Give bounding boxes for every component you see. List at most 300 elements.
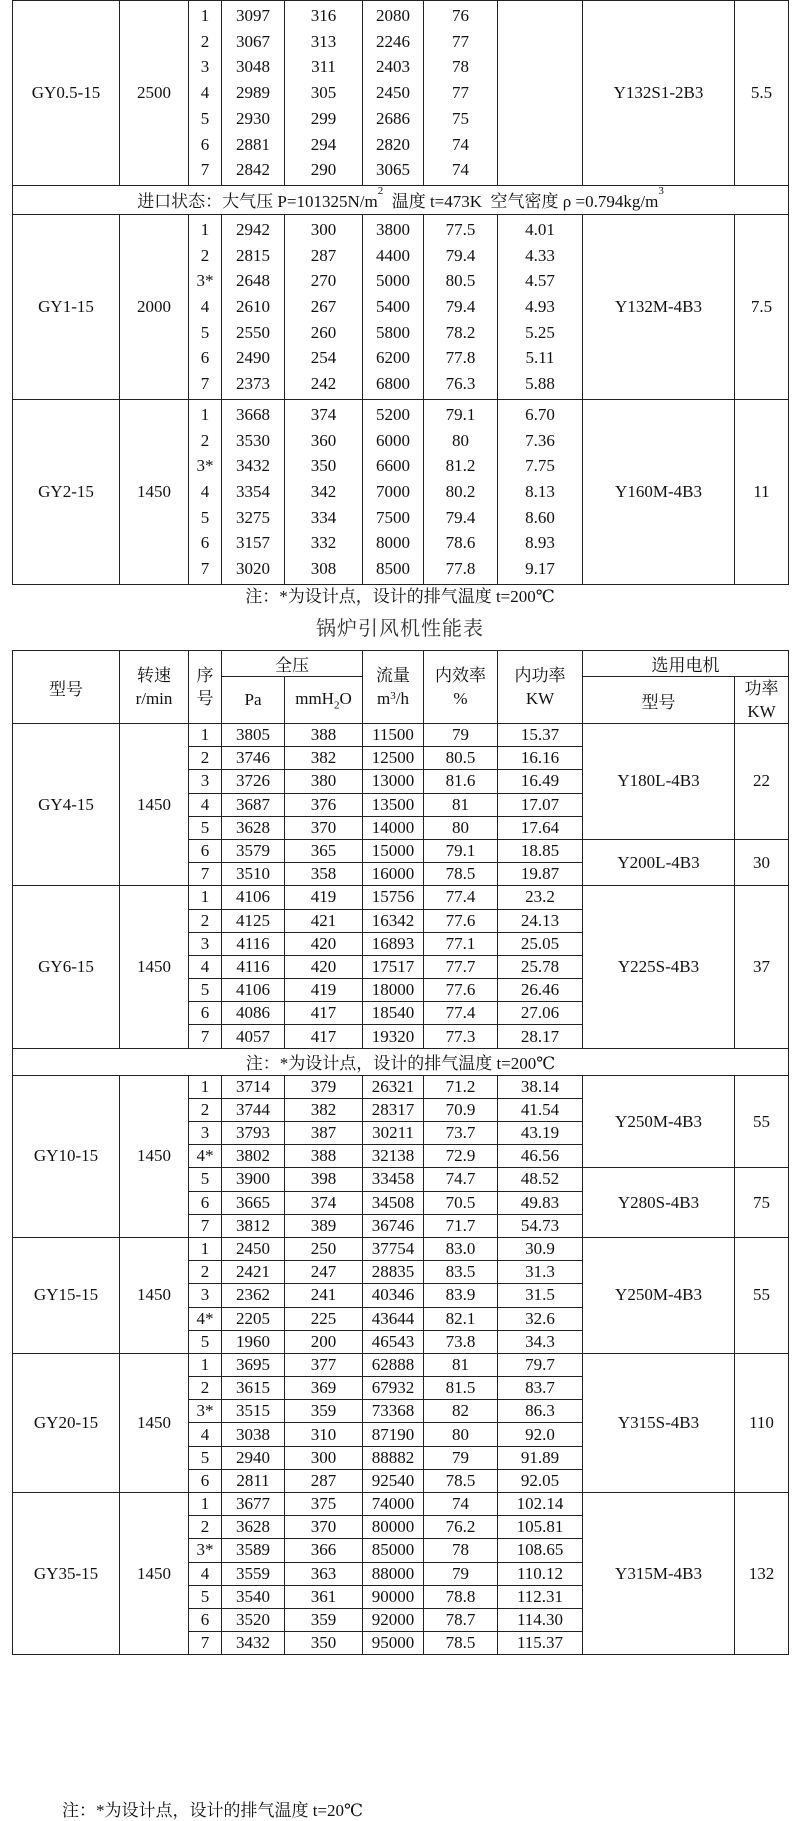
flow-value: 62888 (363, 1353, 424, 1376)
power-value: 91.89 (498, 1446, 583, 1469)
seq-value: 1 (189, 1075, 222, 1098)
pa-value: 3020 (236, 559, 270, 579)
mmh2o-value: 294 (310, 134, 337, 154)
seq-value: 3* (196, 456, 214, 476)
mmh2o-value: 287 (310, 245, 337, 265)
seq-value: 4 (200, 83, 210, 103)
top-table-body (13, 1, 789, 585)
fan-speed: 2000 (120, 214, 189, 399)
seq-value: 1 (189, 1353, 222, 1376)
power-value: 102.14 (498, 1493, 583, 1516)
fan-speed: 1450 (120, 1075, 189, 1237)
flow-value: 88882 (363, 1446, 424, 1469)
flow-value: 28835 (363, 1261, 424, 1284)
flow-value: 87190 (363, 1423, 424, 1446)
motor-kw: 75 (735, 1168, 789, 1238)
boiler-induced-fan-table (12, 650, 789, 1655)
table-row (13, 724, 789, 747)
power-value: 25.05 (498, 932, 583, 955)
pa-value: 3530 (236, 430, 270, 450)
flow-value: 73368 (363, 1400, 424, 1423)
pa-value: 3744 (222, 1098, 285, 1121)
pa-value: 2930 (236, 108, 270, 128)
flow-value: 33458 (363, 1168, 424, 1191)
mmh2o-value: 254 (310, 348, 337, 368)
power-value: 30.9 (498, 1237, 583, 1260)
seq-value: 6 (189, 1002, 222, 1025)
motor-model: Y250M-4B3 (583, 1075, 735, 1168)
eff-header-line1: 内效率 (435, 666, 486, 685)
motor-kw-line2: KW (747, 702, 776, 721)
mmh2o-value: 242 (310, 374, 337, 394)
eff-value: 81 (424, 1353, 498, 1376)
pa-value: 2373 (236, 374, 270, 394)
seq-value: 5 (189, 1585, 222, 1608)
speed-header-line2: r/min (135, 689, 173, 708)
power-value: 4.93 (525, 297, 555, 317)
eff-value: 74 (452, 134, 469, 154)
flow-value: 2246 (376, 31, 410, 51)
mmh2o-value: 363 (285, 1562, 363, 1585)
seq-value: 6 (200, 134, 210, 154)
flow-header-line2 (363, 687, 423, 710)
mmh2o-value: 241 (285, 1284, 363, 1307)
motor-kw: 37 (735, 886, 789, 1048)
power-value: 92.0 (498, 1423, 583, 1446)
fan-model: GY0.5-15 (13, 1, 120, 186)
flow-value: 17517 (363, 955, 424, 978)
motor-kw: 11 (735, 399, 789, 584)
pa-value: 3589 (222, 1539, 285, 1562)
eff-value: 79 (424, 1446, 498, 1469)
mmh2o-value: 267 (310, 297, 337, 317)
pa-value: 3665 (222, 1191, 285, 1214)
pa-value: 3275 (236, 507, 270, 527)
power-value: 32.6 (498, 1307, 583, 1330)
eff-value: 83.5 (424, 1261, 498, 1284)
power-value: 34.3 (498, 1330, 583, 1353)
mid-design-point-note: 注：*为设计点，设计的排气温度 t=200℃ (13, 1048, 789, 1075)
mmh2o-value: 380 (285, 770, 363, 793)
seq-value: 4 (189, 1423, 222, 1446)
seq-value: 1 (200, 404, 210, 424)
flow-value: 2820 (376, 134, 410, 154)
flow-value: 36746 (363, 1214, 424, 1237)
fan-speed: 1450 (120, 1493, 189, 1655)
eff-value: 76.3 (445, 374, 476, 394)
seq-value: 7 (189, 1025, 222, 1048)
flow-value: 95000 (363, 1632, 424, 1655)
flow-value: 5800 (376, 322, 410, 342)
seq-value: 1 (189, 1493, 222, 1516)
mmh2o-value: 313 (310, 31, 337, 51)
flow-value: 7000 (376, 481, 410, 501)
pa-value: 2989 (236, 83, 270, 103)
mmh2o-value: 359 (285, 1608, 363, 1631)
power-value: 43.19 (498, 1122, 583, 1145)
eff-value: 81.5 (424, 1377, 498, 1400)
mmh2o-value: 270 (310, 271, 337, 291)
power-value (498, 80, 582, 106)
power-list (498, 399, 583, 584)
flow-value: 14000 (363, 816, 424, 839)
table-row (13, 1493, 789, 1516)
motor-model: Y132M-4B3 (583, 214, 735, 399)
flow-value: 2686 (376, 108, 410, 128)
seq-list (189, 214, 222, 399)
power-value: 49.83 (498, 1191, 583, 1214)
motor-kw: 55 (735, 1237, 789, 1353)
mmh2o-value: 417 (285, 1002, 363, 1025)
power-value: 27.06 (498, 1002, 583, 1025)
pa-value: 2490 (236, 348, 270, 368)
pa-value: 3746 (222, 747, 285, 770)
mmh2o-value: 200 (285, 1330, 363, 1353)
eff-value: 80.5 (445, 271, 476, 291)
motor-model: Y180L-4B3 (583, 724, 735, 840)
efficiency-list (424, 1, 498, 186)
col-seq-header (189, 651, 222, 724)
seq-value: 3 (189, 932, 222, 955)
fan-model: GY15-15 (13, 1237, 120, 1353)
pa-value: 3628 (222, 816, 285, 839)
power-value: 18.85 (498, 839, 583, 862)
motor-kw: 7.5 (735, 214, 789, 399)
flow-value: 28317 (363, 1098, 424, 1121)
eff-value: 77.8 (445, 348, 476, 368)
fan-model: GY1-15 (13, 214, 120, 399)
power-value: 31.3 (498, 1261, 583, 1284)
eff-value: 75 (452, 108, 469, 128)
mmh2o-sub: 2 (333, 699, 340, 712)
eff-value: 78.5 (424, 863, 498, 886)
pa-value: 4106 (222, 886, 285, 909)
eff-value: 71.2 (424, 1075, 498, 1098)
pa-value: 3510 (222, 863, 285, 886)
pa-value: 2550 (236, 322, 270, 342)
pa-value: 4057 (222, 1025, 285, 1048)
flow-value: 15000 (363, 839, 424, 862)
eff-value: 72.9 (424, 1145, 498, 1168)
seq-value: 1 (189, 886, 222, 909)
pa-value: 2811 (222, 1469, 285, 1492)
power-value: 28.17 (498, 1025, 583, 1048)
eff-value: 79.4 (445, 245, 476, 265)
mmh2o-value: 382 (285, 1098, 363, 1121)
pa-value: 3695 (222, 1353, 285, 1376)
eff-value: 80 (424, 1423, 498, 1446)
seq-value: 2 (189, 1516, 222, 1539)
seq-value: 2 (189, 1098, 222, 1121)
power-header-line2: KW (525, 689, 555, 708)
fan-speed: 2500 (120, 1, 189, 186)
mmh2o-value: 299 (310, 108, 337, 128)
seq-value: 4 (189, 955, 222, 978)
eff-value: 80 (424, 816, 498, 839)
flow-value: 13000 (363, 770, 424, 793)
eff-value: 82 (424, 1400, 498, 1423)
flow-value: 15756 (363, 886, 424, 909)
flow-value: 85000 (363, 1539, 424, 1562)
eff-value: 78.7 (424, 1608, 498, 1631)
fan-model: GY20-15 (13, 1353, 120, 1492)
pa-value: 3687 (222, 793, 285, 816)
seq-value: 6 (200, 533, 210, 553)
pa-value: 3726 (222, 770, 285, 793)
power-value: 17.64 (498, 816, 583, 839)
flow-value: 11500 (363, 724, 424, 747)
motor-kw: 5.5 (735, 1, 789, 186)
col-power-header (498, 651, 583, 724)
mid-note-row (13, 1048, 789, 1075)
seq-value: 2 (200, 430, 210, 450)
seq-value: 5 (189, 816, 222, 839)
seq-value: 4 (200, 481, 210, 501)
flow-value: 18540 (363, 1002, 424, 1025)
seq-value: 7 (189, 1214, 222, 1237)
pa-value: 2362 (222, 1284, 285, 1307)
seq-value: 7 (200, 374, 210, 394)
pa-value: 3097 (236, 6, 270, 25)
power-value: 8.13 (525, 481, 555, 501)
pa-value: 3515 (222, 1400, 285, 1423)
power-value (498, 106, 582, 132)
col-flow-header (363, 651, 424, 724)
flow-value: 40346 (363, 1284, 424, 1307)
fan-speed: 1450 (120, 1237, 189, 1353)
flow-value: 12500 (363, 747, 424, 770)
seq-value: 2 (189, 1377, 222, 1400)
inlet-state-text: 进口状态：大气压 P=101325N/m (137, 192, 378, 212)
flow-unit-tail: /h (395, 689, 409, 708)
mmh2o-value: 350 (310, 456, 337, 476)
pa-value: 3157 (236, 533, 270, 553)
power-value: 25.78 (498, 955, 583, 978)
pa-value: 3432 (236, 456, 270, 476)
motor-model: Y315M-4B3 (583, 1493, 735, 1655)
eff-value: 79.1 (424, 839, 498, 862)
pressure-pa-list (222, 399, 285, 584)
power-value: 86.3 (498, 1400, 583, 1423)
mmh2o-value: 420 (285, 932, 363, 955)
seq-value: 4 (189, 1562, 222, 1585)
flow-list (363, 399, 424, 584)
pa-value: 2648 (236, 271, 270, 291)
seq-list (189, 1, 222, 186)
power-value: 5.25 (525, 322, 555, 342)
flow-value: 2403 (376, 57, 410, 77)
seq-value: 7 (189, 863, 222, 886)
seq-value: 1 (189, 1237, 222, 1260)
mmh2o-value: 375 (285, 1493, 363, 1516)
power-value: 26.46 (498, 979, 583, 1002)
pa-value: 3038 (222, 1423, 285, 1446)
motor-model: Y200L-4B3 (583, 839, 735, 885)
pressure-pa-list (222, 1, 285, 186)
flow-value: 43644 (363, 1307, 424, 1330)
mmh2o-value: 225 (285, 1307, 363, 1330)
mmh2o-value: 316 (310, 6, 337, 25)
flow-value: 5200 (376, 404, 410, 424)
mmh2o-value: 290 (310, 160, 337, 180)
flow-value: 90000 (363, 1585, 424, 1608)
eff-value: 83.0 (424, 1237, 498, 1260)
col-speed-header (120, 651, 189, 724)
fan-group-row (13, 214, 789, 399)
flow-value: 6000 (376, 430, 410, 450)
eff-value: 81 (424, 793, 498, 816)
eff-value: 77.8 (445, 559, 476, 579)
pa-value: 2815 (236, 245, 270, 265)
flow-value: 3800 (376, 219, 410, 239)
seq-value: 7 (189, 1632, 222, 1655)
mmh2o-value: 376 (285, 793, 363, 816)
seq-header-line1: 序 (196, 666, 214, 685)
flow-value: 88000 (363, 1562, 424, 1585)
col-eff-header (424, 651, 498, 724)
motor-kw: 132 (735, 1493, 789, 1655)
seq-value: 5 (189, 1446, 222, 1469)
seq-value: 4 (200, 297, 210, 317)
power-value: 4.33 (525, 245, 555, 265)
power-list (498, 1, 583, 186)
flow-value: 4400 (376, 245, 410, 265)
eff-value: 80 (452, 430, 469, 450)
pa-value: 3540 (222, 1585, 285, 1608)
fan-model: GY2-15 (13, 399, 120, 584)
flow-value: 8500 (376, 559, 410, 579)
power-value: 105.81 (498, 1516, 583, 1539)
pa-value: 4125 (222, 909, 285, 932)
fan-speed: 1450 (120, 399, 189, 584)
pa-value: 2842 (236, 160, 270, 180)
mmh2o-value: 260 (310, 322, 337, 342)
power-header-line1: 内功率 (514, 666, 566, 685)
flow-value: 5000 (376, 271, 410, 291)
table-row (13, 1075, 789, 1098)
fan-speed: 1450 (120, 724, 189, 886)
eff-value: 81.2 (445, 456, 476, 476)
power-list (498, 214, 583, 399)
seq-value: 3* (189, 1400, 222, 1423)
eff-value: 81.6 (424, 770, 498, 793)
power-value: 15.37 (498, 724, 583, 747)
eff-value: 78.5 (424, 1632, 498, 1655)
power-value: 7.75 (525, 456, 555, 476)
flow-value: 19320 (363, 1025, 424, 1048)
col-motor-header: 选用电机 (583, 651, 789, 677)
power-value (498, 54, 582, 80)
power-value (498, 3, 582, 29)
power-value: 108.65 (498, 1539, 583, 1562)
fan-speed: 1450 (120, 886, 189, 1048)
power-value: 23.2 (498, 886, 583, 909)
flow-value: 16342 (363, 909, 424, 932)
flow-value: 34508 (363, 1191, 424, 1214)
flow-list (363, 214, 424, 399)
power-value: 31.5 (498, 1284, 583, 1307)
table-row (13, 1353, 789, 1376)
eff-value: 79.4 (445, 507, 476, 527)
mmh2o-value: 361 (285, 1585, 363, 1608)
pa-value: 4086 (222, 1002, 285, 1025)
power-value: 5.88 (525, 374, 555, 394)
mmh2o-value: 374 (310, 404, 337, 424)
design-point-note: 注：*为设计点，设计的排气温度 t=200℃ (245, 587, 555, 606)
inlet-state-row (13, 185, 789, 214)
flow-value: 30211 (363, 1122, 424, 1145)
power-value: 7.36 (525, 430, 555, 450)
power-value: 79.7 (498, 1353, 583, 1376)
col-model-header: 型号 (13, 651, 120, 724)
seq-value: 3 (189, 770, 222, 793)
pa-value: 3067 (236, 31, 270, 51)
eff-value: 77.1 (424, 932, 498, 955)
flow-unit-base: m (377, 689, 391, 708)
seq-value: 5 (189, 1330, 222, 1353)
eff-value: 79.1 (445, 404, 476, 424)
final-design-point-note: 注：*为设计点，设计的排气温度 t=20℃ (62, 1801, 364, 1820)
col-pa-header: Pa (222, 677, 285, 724)
flow-value: 6600 (376, 456, 410, 476)
mmh2o-value: 311 (311, 57, 336, 77)
power-value: 16.49 (498, 770, 583, 793)
mmh2o-value: 366 (285, 1539, 363, 1562)
mmh2o-value: 389 (285, 1214, 363, 1237)
power-value (498, 157, 582, 183)
eff-value: 79 (424, 724, 498, 747)
seq-value: 6 (200, 348, 210, 368)
power-value: 19.87 (498, 863, 583, 886)
motor-model: Y250M-4B3 (583, 1237, 735, 1353)
pa-value: 1960 (222, 1330, 285, 1353)
power-value: 24.13 (498, 909, 583, 932)
flow-value: 92000 (363, 1608, 424, 1631)
col-mmh2o-header (285, 677, 363, 724)
eff-value: 74 (424, 1493, 498, 1516)
mmh2o-value: 360 (310, 430, 337, 450)
inlet-state (13, 185, 789, 214)
power-value: 8.93 (525, 533, 555, 553)
mmh2o-value: 370 (285, 1516, 363, 1539)
power-value: 46.56 (498, 1145, 583, 1168)
power-value: 115.37 (498, 1632, 583, 1655)
seq-value: 1 (200, 6, 210, 25)
mmh2o-value: 388 (285, 724, 363, 747)
eff-value: 71.7 (424, 1214, 498, 1237)
pa-value: 3812 (222, 1214, 285, 1237)
eff-header-line2: % (453, 689, 468, 708)
pa-value: 3802 (222, 1145, 285, 1168)
mmh2o-value: 388 (285, 1145, 363, 1168)
seq-value: 7 (200, 559, 210, 579)
mmh2o-value: 308 (310, 559, 337, 579)
pa-value: 3714 (222, 1075, 285, 1098)
mmh2o-value: 342 (310, 481, 337, 501)
mmh2o-value: 379 (285, 1075, 363, 1098)
motor-model: Y160M-4B3 (583, 399, 735, 584)
col-motor-kw-header (735, 677, 789, 724)
power-value: 48.52 (498, 1168, 583, 1191)
pa-value: 3354 (236, 481, 270, 501)
pa-value: 3900 (222, 1168, 285, 1191)
eff-value: 77 (452, 83, 469, 103)
eff-value: 76 (452, 6, 469, 25)
eff-value: 77.7 (424, 955, 498, 978)
pa-value: 4116 (222, 955, 285, 978)
power-value: 92.05 (498, 1469, 583, 1492)
fan-model: GY10-15 (13, 1075, 120, 1237)
